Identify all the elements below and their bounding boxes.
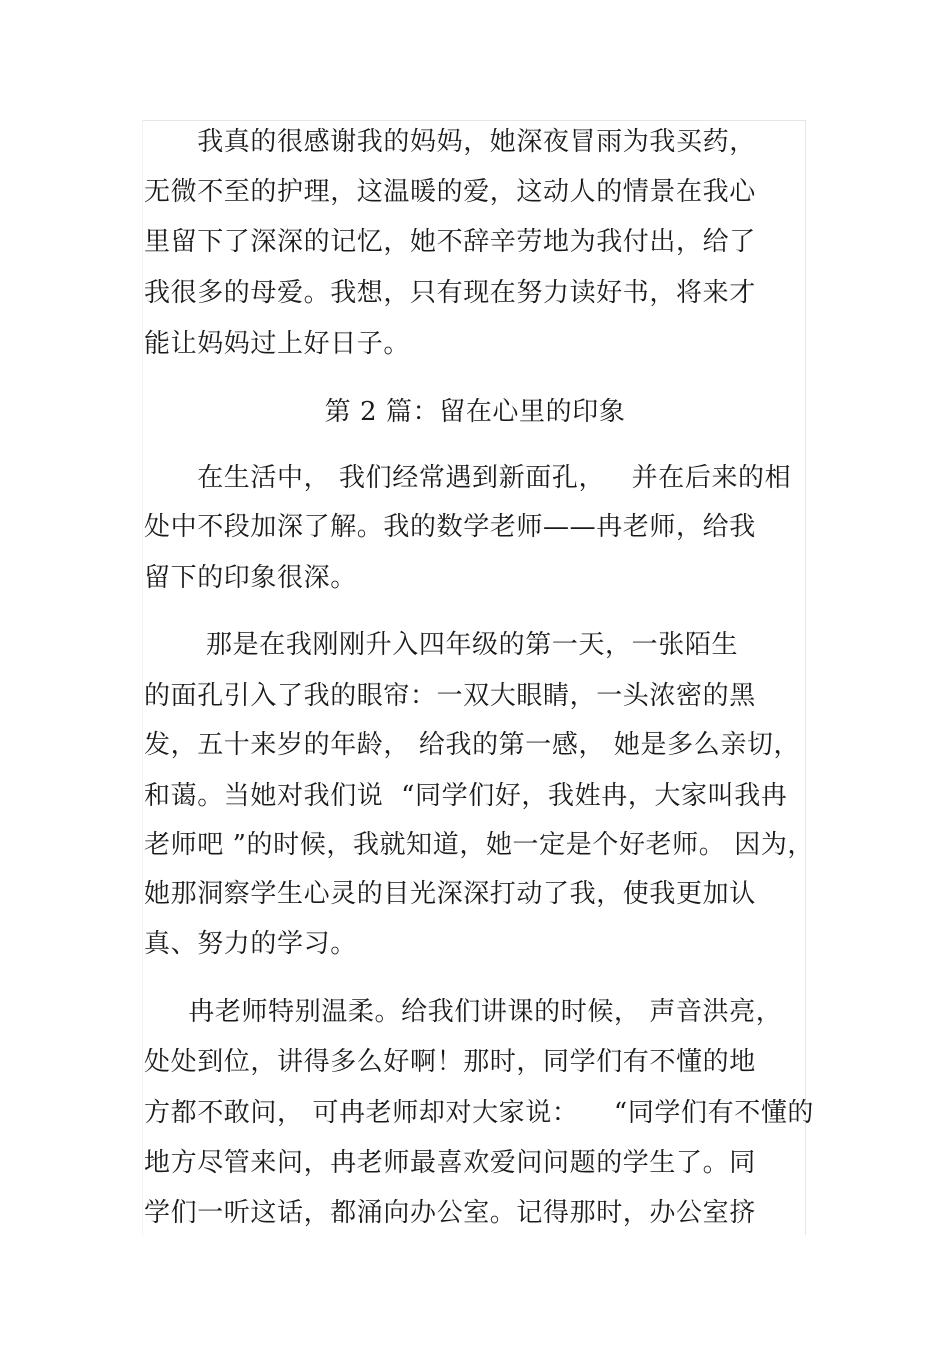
text-line: 那是在我刚刚升入四年级的第一天，一张陌生 bbox=[144, 630, 739, 660]
text-line: 在生活中， 我们经常遇到新面孔， 并在后来的相 bbox=[144, 463, 792, 493]
text-line: 的面孔引入了我的眼帘：一双大眼睛，一头浓密的黑 bbox=[144, 681, 756, 711]
article-heading: 第 2 篇：留在心里的印象 bbox=[324, 397, 626, 427]
text-line: 和蔼。当她对我们说 “同学们好，我姓冉，大家叫我冉 bbox=[144, 781, 788, 811]
text-line: 我很多的母爱。我想，只有现在努力读好书，将来才 bbox=[144, 278, 756, 308]
text-line: 里留下了深深的记忆，她不辞辛劳地为我付出，给了 bbox=[144, 227, 756, 257]
text-line: 无微不至的护理，这温暖的爱，这动人的情景在我心 bbox=[144, 177, 756, 207]
text-line: 真、努力的学习。 bbox=[144, 929, 357, 959]
text-line: 学们一听这话，都涌向办公室。记得那时，办公室挤 bbox=[144, 1198, 756, 1228]
text-line: 冉老师特别温柔。给我们讲课的时候， 声音洪亮， bbox=[144, 997, 783, 1027]
text-line: 她那洞察学生心灵的目光深深打动了我，使我更加认 bbox=[144, 879, 756, 909]
text-line: 老师吧 ”的时候，我就知道，她一定是个好老师。 因为， bbox=[144, 830, 815, 860]
text-line: 留下的印象很深。 bbox=[144, 563, 357, 593]
text-line: 处中不段加深了解。我的数学老师——冉老师，给我 bbox=[144, 512, 756, 542]
text-line: 方都不敢问， 可冉老师却对大家说： “同学们有不懂的 bbox=[144, 1098, 815, 1128]
text-line: 我真的很感谢我的妈妈，她深夜冒雨为我买药， bbox=[144, 127, 756, 157]
text-line: 能让妈妈过上好日子。 bbox=[144, 329, 411, 359]
text-line: 地方尽管来问，冉老师最喜欢爱问问题的学生了。同 bbox=[144, 1148, 756, 1178]
text-line: 处处到位，讲得多么好啊！那时，同学们有不懂的地 bbox=[144, 1047, 756, 1077]
text-line: 发，五十来岁的年龄， 给我的第一感， 她是多么亲切， bbox=[144, 730, 801, 760]
